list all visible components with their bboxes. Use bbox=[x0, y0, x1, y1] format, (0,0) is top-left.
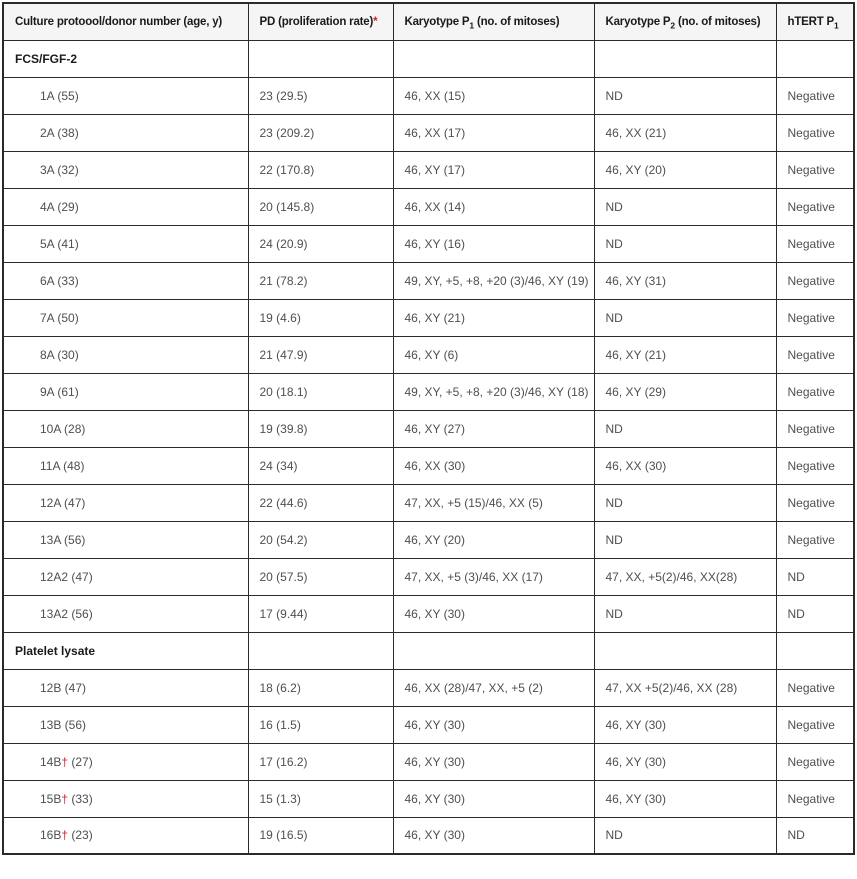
htert-cell: Negative bbox=[776, 447, 854, 484]
donor-cell: 13A2 (56) bbox=[3, 595, 248, 632]
pd-cell: 24 (20.9) bbox=[248, 225, 393, 262]
header-label: Culture protoool/donor number (age, y) bbox=[15, 15, 223, 28]
pd-cell: 20 (145.8) bbox=[248, 188, 393, 225]
donor-age: (23) bbox=[68, 828, 93, 843]
pd-cell: 23 (209.2) bbox=[248, 114, 393, 151]
htert-cell: Negative bbox=[776, 373, 854, 410]
footnote-dagger: † bbox=[61, 791, 69, 806]
empty-cell bbox=[248, 40, 393, 77]
htert-cell: Negative bbox=[776, 410, 854, 447]
table-row bbox=[3, 77, 854, 114]
pd-cell: 22 (170.8) bbox=[248, 151, 393, 188]
karyotype-p2-cell: ND bbox=[594, 521, 776, 558]
header-label: (no. of mitoses) bbox=[674, 15, 761, 28]
donor-cell: 9A (61) bbox=[3, 373, 248, 410]
donor-cell: 12A (47) bbox=[3, 484, 248, 521]
karyotype-p2-cell: ND bbox=[594, 595, 776, 632]
htert-cell: Negative bbox=[776, 706, 854, 743]
pd-cell: 24 (34) bbox=[248, 447, 393, 484]
htert-cell: Negative bbox=[776, 299, 854, 336]
pd-cell: 22 (44.6) bbox=[248, 484, 393, 521]
donor-cell: 13B (56) bbox=[3, 706, 248, 743]
htert-cell: Negative bbox=[776, 780, 854, 817]
table-row bbox=[3, 410, 854, 447]
donor-cell: 2A (38) bbox=[3, 114, 248, 151]
karyotype-p1-cell: 46, XY (30) bbox=[393, 743, 594, 780]
col-header-karyotype-p2 bbox=[594, 3, 776, 40]
donor-cell: 13A (56) bbox=[3, 521, 248, 558]
table-row bbox=[3, 669, 854, 706]
karyotype-p1-cell: 46, XY (21) bbox=[393, 299, 594, 336]
table-row bbox=[3, 447, 854, 484]
table-body bbox=[3, 40, 854, 854]
table-header bbox=[3, 3, 854, 40]
karyotype-p1-cell: 46, XY (17) bbox=[393, 151, 594, 188]
col-header-htert bbox=[776, 3, 854, 40]
table-row bbox=[3, 780, 854, 817]
donor-cell: 7A (50) bbox=[3, 299, 248, 336]
karyotype-p2-cell: 46, XY (30) bbox=[594, 706, 776, 743]
htert-cell: Negative bbox=[776, 77, 854, 114]
htert-cell: Negative bbox=[776, 262, 854, 299]
donor-cell: 12B (47) bbox=[3, 669, 248, 706]
pd-cell: 19 (4.6) bbox=[248, 299, 393, 336]
table-row bbox=[3, 521, 854, 558]
empty-cell bbox=[594, 40, 776, 77]
karyotype-p1-cell: 46, XY (30) bbox=[393, 595, 594, 632]
donor-cell: 5A (41) bbox=[3, 225, 248, 262]
subscript-2: 2 bbox=[670, 20, 675, 31]
htert-cell: Negative bbox=[776, 114, 854, 151]
donor-cell bbox=[3, 817, 248, 854]
donor-id: 14B bbox=[40, 754, 62, 769]
karyotype-p1-cell: 46, XX (30) bbox=[393, 447, 594, 484]
pd-cell: 19 (39.8) bbox=[248, 410, 393, 447]
karyotype-p2-cell: 46, XY (21) bbox=[594, 336, 776, 373]
htert-cell: Negative bbox=[776, 188, 854, 225]
section-row bbox=[3, 40, 854, 77]
karyotype-p2-cell: 46, XY (29) bbox=[594, 373, 776, 410]
empty-cell bbox=[393, 632, 594, 669]
table-row bbox=[3, 225, 854, 262]
header-row bbox=[3, 3, 854, 40]
htert-cell: Negative bbox=[776, 669, 854, 706]
header-label: (no. of mitoses) bbox=[473, 15, 560, 28]
table-row bbox=[3, 336, 854, 373]
pd-cell: 15 (1.3) bbox=[248, 780, 393, 817]
htert-cell: Negative bbox=[776, 521, 854, 558]
karyotype-p2-cell: ND bbox=[594, 817, 776, 854]
empty-cell bbox=[248, 632, 393, 669]
karyotype-p1-cell: 46, XY (30) bbox=[393, 780, 594, 817]
karyotype-p1-cell: 47, XX, +5 (3)/46, XX (17) bbox=[393, 558, 594, 595]
karyotype-p1-cell: 49, XY, +5, +8, +20 (3)/46, XY (19) bbox=[393, 262, 594, 299]
karyotype-p1-cell: 46, XY (27) bbox=[393, 410, 594, 447]
karyotype-p2-cell: ND bbox=[594, 484, 776, 521]
pd-cell: 18 (6.2) bbox=[248, 669, 393, 706]
karyotype-p2-cell: 47, XX, +5(2)/46, XX(28) bbox=[594, 558, 776, 595]
col-header-donor bbox=[3, 3, 248, 40]
donor-age: (27) bbox=[68, 754, 93, 769]
table-row bbox=[3, 595, 854, 632]
karyotype-p2-cell: 46, XY (30) bbox=[594, 743, 776, 780]
karyotype-p2-cell: ND bbox=[594, 299, 776, 336]
pd-cell: 21 (47.9) bbox=[248, 336, 393, 373]
karyotype-p2-cell: 46, XX (21) bbox=[594, 114, 776, 151]
pd-cell: 16 (1.5) bbox=[248, 706, 393, 743]
donor-cell: 8A (30) bbox=[3, 336, 248, 373]
table-row bbox=[3, 817, 854, 854]
karyotype-p2-cell: 47, XX +5(2)/46, XX (28) bbox=[594, 669, 776, 706]
footnote-dagger: † bbox=[61, 754, 69, 769]
karyotype-p2-cell: ND bbox=[594, 410, 776, 447]
pd-cell: 20 (18.1) bbox=[248, 373, 393, 410]
table-row bbox=[3, 151, 854, 188]
donor-cell bbox=[3, 780, 248, 817]
empty-cell bbox=[594, 632, 776, 669]
htert-cell: Negative bbox=[776, 336, 854, 373]
pd-cell: 19 (16.5) bbox=[248, 817, 393, 854]
karyotype-p2-cell: ND bbox=[594, 225, 776, 262]
empty-cell bbox=[776, 632, 854, 669]
karyotype-p1-cell: 49, XY, +5, +8, +20 (3)/46, XY (18) bbox=[393, 373, 594, 410]
empty-cell bbox=[776, 40, 854, 77]
htert-cell: Negative bbox=[776, 743, 854, 780]
donor-cell bbox=[3, 743, 248, 780]
donor-id: 16B bbox=[40, 828, 62, 843]
karyotype-p1-cell: 47, XX, +5 (15)/46, XX (5) bbox=[393, 484, 594, 521]
donor-cell: 10A (28) bbox=[3, 410, 248, 447]
table-row bbox=[3, 188, 854, 225]
karyotype-p1-cell: 46, XY (30) bbox=[393, 817, 594, 854]
pd-cell: 17 (9.44) bbox=[248, 595, 393, 632]
karyotype-p2-cell: 46, XY (31) bbox=[594, 262, 776, 299]
karyotype-p1-cell: 46, XY (16) bbox=[393, 225, 594, 262]
header-label: Karyotype P bbox=[605, 15, 671, 28]
col-header-pd bbox=[248, 3, 393, 40]
karyotype-p2-cell: ND bbox=[594, 188, 776, 225]
table-row bbox=[3, 262, 854, 299]
karyotype-p2-cell: 46, XY (30) bbox=[594, 780, 776, 817]
htert-cell: ND bbox=[776, 817, 854, 854]
htert-cell: ND bbox=[776, 595, 854, 632]
table-row bbox=[3, 299, 854, 336]
donor-id: 15B bbox=[40, 791, 62, 806]
donor-cell: 11A (48) bbox=[3, 447, 248, 484]
donor-cell: 3A (32) bbox=[3, 151, 248, 188]
section-row bbox=[3, 632, 854, 669]
pd-cell: 20 (57.5) bbox=[248, 558, 393, 595]
htert-cell: ND bbox=[776, 558, 854, 595]
karyotype-p1-cell: 46, XX (14) bbox=[393, 188, 594, 225]
header-label: PD (proliferation rate) bbox=[259, 15, 374, 28]
karyotype-p1-cell: 46, XY (20) bbox=[393, 521, 594, 558]
header-label: Karyotype P bbox=[404, 15, 470, 28]
htert-cell: Negative bbox=[776, 484, 854, 521]
donor-age: (33) bbox=[68, 791, 93, 806]
empty-cell bbox=[393, 40, 594, 77]
subscript-1: 1 bbox=[834, 20, 839, 31]
donor-cell: 12A2 (47) bbox=[3, 558, 248, 595]
karyotype-p2-cell: 46, XY (20) bbox=[594, 151, 776, 188]
karyotype-p1-cell: 46, XY (30) bbox=[393, 706, 594, 743]
htert-cell: Negative bbox=[776, 151, 854, 188]
table-row bbox=[3, 558, 854, 595]
subscript-1: 1 bbox=[469, 20, 474, 31]
table-row bbox=[3, 743, 854, 780]
karyotype-p1-cell: 46, XX (17) bbox=[393, 114, 594, 151]
footnote-dagger: † bbox=[61, 828, 69, 843]
karyotype-p1-cell: 46, XX (15) bbox=[393, 77, 594, 114]
karyotype-p1-cell: 46, XX (28)/47, XX, +5 (2) bbox=[393, 669, 594, 706]
header-label: hTERT P bbox=[787, 15, 835, 28]
table-row bbox=[3, 484, 854, 521]
section-label: FCS/FGF-2 bbox=[3, 40, 248, 77]
donor-cell: 6A (33) bbox=[3, 262, 248, 299]
col-header-karyotype-p1 bbox=[393, 3, 594, 40]
pd-cell: 17 (16.2) bbox=[248, 743, 393, 780]
table-row bbox=[3, 373, 854, 410]
donor-cell: 4A (29) bbox=[3, 188, 248, 225]
section-label: Platelet lysate bbox=[3, 632, 248, 669]
donor-cell: 1A (55) bbox=[3, 77, 248, 114]
htert-cell: Negative bbox=[776, 225, 854, 262]
table-row bbox=[3, 114, 854, 151]
karyotype-p2-cell: ND bbox=[594, 77, 776, 114]
table-row bbox=[3, 706, 854, 743]
pd-cell: 21 (78.2) bbox=[248, 262, 393, 299]
culture-karyotype-table bbox=[2, 2, 855, 855]
pd-cell: 20 (54.2) bbox=[248, 521, 393, 558]
karyotype-p2-cell: 46, XX (30) bbox=[594, 447, 776, 484]
footnote-asterisk: * bbox=[373, 15, 378, 28]
karyotype-p1-cell: 46, XY (6) bbox=[393, 336, 594, 373]
pd-cell: 23 (29.5) bbox=[248, 77, 393, 114]
